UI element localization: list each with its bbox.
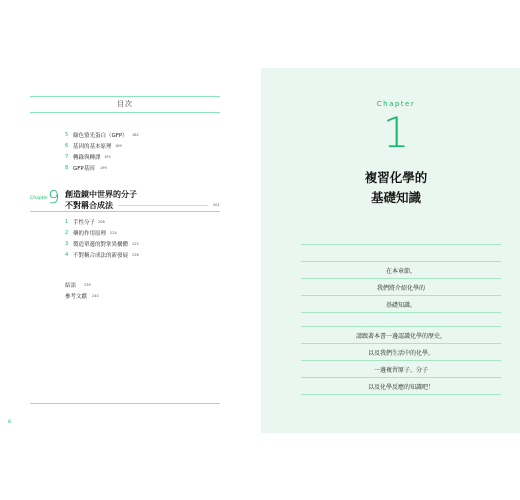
- chapter-rule: [30, 211, 220, 212]
- toc-entry-title: 手性分子: [73, 220, 96, 226]
- toc-entry-number: 3: [65, 241, 69, 247]
- page-number: 8: [8, 420, 11, 425]
- toc-entry-title: 參考文獻: [65, 294, 88, 300]
- toc-entry-title: 基因的基本原理: [73, 144, 112, 150]
- toc-entry-page: 226: [132, 253, 139, 257]
- toc-entry-number: 2: [65, 230, 69, 236]
- toc-entry-number: 7: [65, 154, 69, 160]
- intro-rule: [301, 377, 501, 378]
- toc-entry-number: 6: [65, 143, 69, 149]
- toc-entry-page: 239: [84, 283, 91, 287]
- chapter-number: 9: [48, 187, 60, 208]
- toc-entry-title: 不對稱合成法的新發展: [73, 253, 129, 259]
- chapter-page: 201: [213, 203, 220, 207]
- intro-rule: [301, 244, 501, 245]
- toc-entry-page: 222: [132, 242, 139, 246]
- toc-entry-number: 5: [65, 132, 69, 138]
- chapter-title-line1: 創造鏡中世界的分子: [65, 190, 137, 199]
- chapter-number: 1: [382, 108, 410, 157]
- toc-entry-page: 199: [100, 166, 107, 170]
- toc-entry-title: 製造單邊的對掌異構體: [73, 242, 129, 248]
- toc-entry-number: 1: [65, 219, 69, 225]
- intro-rule: [301, 278, 501, 279]
- intro-line: 以及我們生活中的化學，: [367, 350, 434, 357]
- chapter-title-line2: 基礎知識: [370, 190, 421, 205]
- chapter-label: Chapter: [30, 196, 48, 201]
- intro-block: [291, 68, 520, 433]
- toc-entry-page: 208: [98, 220, 105, 224]
- toc-entry-page: 240: [92, 294, 99, 298]
- toc-entry-page: 182: [132, 133, 139, 137]
- intro-rule: [301, 394, 501, 395]
- intro-rule: [301, 343, 501, 344]
- toc-entry-number: 8: [65, 165, 69, 171]
- toc-heading-rule: [30, 112, 220, 113]
- toc-entry-title: GFP基因: [73, 166, 95, 172]
- toc-heading: 目次: [117, 100, 133, 108]
- toc-entry-page: 193: [104, 155, 111, 159]
- toc-entry-title: 藥的作用原理: [73, 231, 107, 237]
- toc-entry-number: 4: [65, 252, 69, 258]
- chapter-label: Chapter: [376, 100, 416, 108]
- intro-rule: [301, 261, 501, 262]
- chapter-leader-line: [118, 205, 208, 206]
- intro-line: 在本章節，: [385, 268, 416, 275]
- toc-entry-page: 224: [110, 231, 117, 235]
- intro-rule: [301, 360, 501, 361]
- toc-top-rule: [30, 96, 220, 97]
- intro-rule: [301, 326, 501, 327]
- toc-entry-title: 結語: [65, 283, 77, 289]
- chapter-title-line2: 不對稱合成法: [65, 201, 113, 210]
- intro-line: 以及化學反應的知識吧！: [367, 384, 434, 391]
- intro-rule: [301, 312, 501, 313]
- intro-line: 我們將介紹化學的: [376, 285, 425, 292]
- intro-rule: [301, 295, 501, 296]
- intro-line: 請跟著本書一邊認識化學的歷史，: [355, 333, 446, 340]
- chapter-opener: [261, 68, 520, 433]
- chapter-title-line1: 複習化學的: [364, 170, 428, 185]
- toc-entry-title: 轉錄與轉譯: [73, 155, 101, 161]
- toc-entry-page: 189: [115, 144, 122, 148]
- intro-line: 基礎知識。: [385, 302, 416, 309]
- toc-bottom-rule: [30, 403, 220, 404]
- toc-entry-title: 綠色螢光蛋白（GFP）: [73, 133, 128, 139]
- intro-line: 一邊複習原子、分子: [373, 367, 428, 374]
